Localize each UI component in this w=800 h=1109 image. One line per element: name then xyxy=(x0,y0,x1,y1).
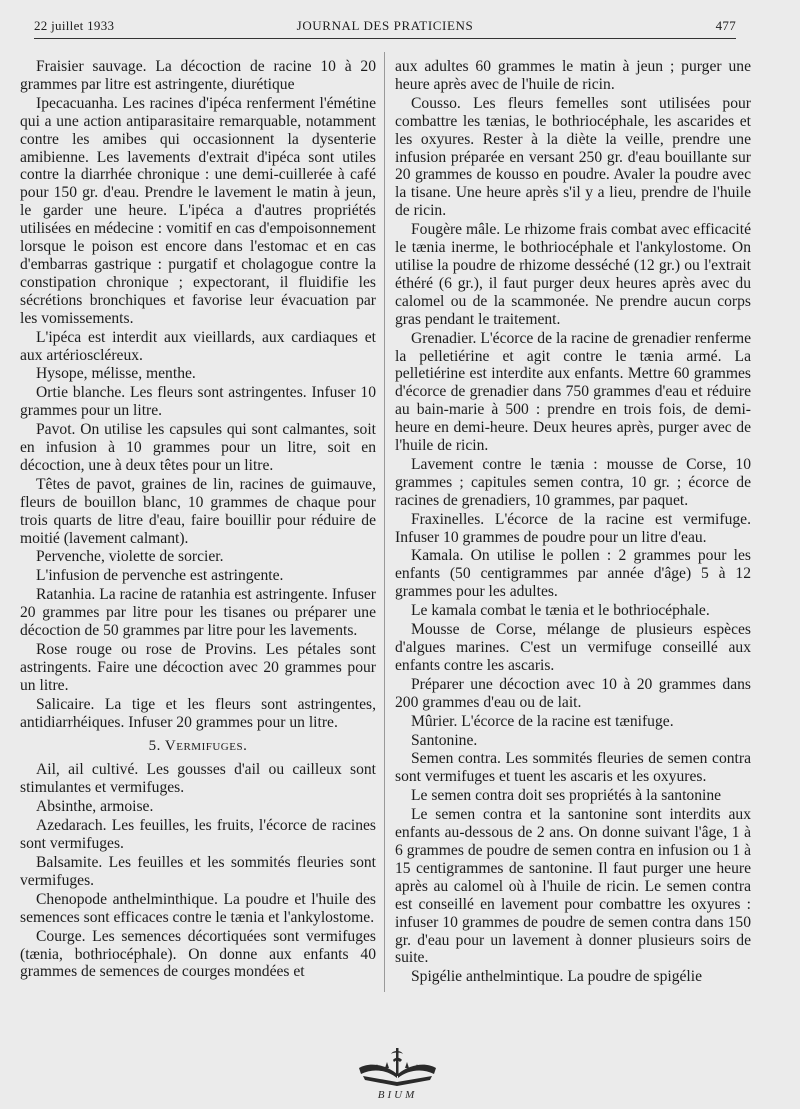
paragraph: Mûrier. L'écorce de la racine est tænifuge. xyxy=(411,712,674,730)
paragraph: Semen contra. Les sommités fleuries de semen contra sont vermifuges et tuent les ascaris et les oxyures. xyxy=(395,750,751,786)
right-column xyxy=(395,58,751,987)
paragraph: Ail, ail cultivé. Les gousses d'ail ou cailleux sont stimulantes et vermifuges. xyxy=(20,761,376,797)
paragraph: Absinthe, armoise. xyxy=(36,798,154,816)
paragraph: Mousse de Corse, mélange de plusieurs espèces d'algues marines. C'est un vermifuge conseillé aux enfants contre les ascaris. xyxy=(395,621,751,674)
page-header xyxy=(34,18,736,40)
paragraph: Pervenche, violette de sorcier. xyxy=(36,548,224,566)
paragraph: Balsamite. Les feuilles et les sommités fleuries sont vermifuges. xyxy=(20,853,376,889)
paragraph: Le semen contra et la santonine sont interdits aux enfants au-dessous de 2 ans. On donne suivant l'âge, 1 à 6 grammes de poudre de semen contra en infusion ou 1 à 15 centigrammes de santonine. Il faut purger une heure après au calomel où à l'huile de ricin. Le semen contra est conseillé en lavement pour combattre les oxyures : infuser 10 grammes de poudre de semen contra dans 150 gr. d'eau pour un lavement à donner plusieurs soirs de suite. xyxy=(395,806,751,967)
paragraph: Fraisier sauvage. La décoction de racine 10 à 20 grammes par litre est astringente, diurétique xyxy=(20,58,376,93)
right-column-paragraphs xyxy=(395,58,751,986)
left-column-paragraphs xyxy=(20,58,376,732)
paragraph: aux adultes 60 grammes le matin à jeun ; purger une heure après avec de l'huile de ricin. xyxy=(395,58,751,93)
paragraph: Cousso. Les fleurs femelles sont utilisées pour combattre les tænias, le bothriocéphale, les ascarides et les oxyures. Rester à la diète la veille, prendre une infusion préparée en versant 250 gr. d'eau bouillante sur 20 grammes de kousso en poudre. Avaler la poudre avec la tisane. Une heure après s'il y a lieu, prendre de l'huile de ricin. xyxy=(395,94,751,220)
paragraph: Chenopode anthelminthique. La poudre et l'huile des semences sont efficaces contre le tænia et l'ankylostome. xyxy=(20,890,376,926)
paragraph: Ratanhia. La racine de ratanhia est astringente. Infuser 20 grammes par litre pour les tisanes ou préparer une décoction de 50 grammes par litre pour les lavements. xyxy=(20,586,376,640)
logo-wordmark: BIUM xyxy=(377,1089,418,1101)
paragraph: Hysope, mélisse, menthe. xyxy=(36,365,196,383)
paragraph: L'ipéca est interdit aux vieillards, aux cardiaques et aux artérioscléreux. xyxy=(20,328,376,364)
paragraph: Azedarach. Les feuilles, les fruits, l'écorce de racines sont vermifuges. xyxy=(20,817,376,853)
paragraph: Kamala. On utilise le pollen : 2 grammes pour les enfants (50 centigrammes par année d'âge) 5 à 12 grammes pour les adultes. xyxy=(395,547,751,601)
header-rule xyxy=(34,38,736,39)
paragraph: Courge. Les semences décortiquées sont vermifuges (tænia, bothriocéphale). On donne aux enfants 40 grammes de semences de courges mondées et xyxy=(20,927,376,981)
paragraph: Fougère mâle. Le rhizome frais combat avec efficacité le tænia inerme, le bothriocéphale et l'ankylostome. On utilise la poudre de rhizome desséché (12 gr.) ou l'extrait éthéré (6 gr.), il faut purger deux heures après avec du calomel ou de la scammonée. Ne prendre aucun corps gras pendant le traitement. xyxy=(395,221,752,328)
paragraph: Pavot. On utilise les capsules qui sont calmantes, soit en infusion à 10 grammes pour un litre, soit en décoction, une à deux têtes pour un litre. xyxy=(20,421,376,474)
book-logo-icon xyxy=(355,1040,440,1102)
left-column xyxy=(20,58,376,982)
header-date: 22 juillet 1933 xyxy=(34,18,115,33)
paragraph: Santonine. xyxy=(411,731,478,749)
paragraph: Fraxinelles. L'écorce de la racine est vermifuge. Infuser 10 grammes de poudre pour un litre d'eau. xyxy=(395,510,751,546)
journal-title: JOURNAL DES PRATICIENS xyxy=(296,18,474,33)
paragraph: L'infusion de pervenche est astringente. xyxy=(36,567,284,585)
paragraph: Salicaire. La tige et les fleurs sont astringentes, antidiarrhéiques. Infuser 20 grammes pour un litre. xyxy=(20,695,376,731)
paragraph: Lavement contre le tænia : mousse de Corse, 10 grammes ; capitules semen contra, 10 gr. ; écorce de racines de grenadiers, 10 grammes, par paquet. xyxy=(395,455,751,509)
paragraph: Rose rouge ou rose de Provins. Les pétales sont astringents. Faire une décoction avec 20 grammes pour un litre. xyxy=(20,641,376,694)
paragraph: Ortie blanche. Les fleurs sont astringentes. Infuser 10 grammes pour un litre. xyxy=(20,384,376,420)
section-heading: 5. Vermifuges. xyxy=(148,737,248,754)
paragraph: Ipecacuanha. Les racines d'ipéca renferment l'émétine qui a une action antiparasitaire remarquable, notamment contre les amibes qui occasionnent la dysenterie amibienne. Les lavements d'extrait d'ipéca sont utiles contre la diarrhée chronique : une demi-cuillerée à café pour 150 gr. d'eau. Prendre le lavement le matin à jeun, le garder une heure. L'ipéca a d'autres propriétés utilisées en médecine : vomitif en cas d'empoisonnement lorsque le poison est encore dans l'estomac et en cas d'embarras gastrique : purgatif et cholagogue contre la constipation chronique ; expectorant, il fluidifie les sécrétions bronchiques et favorise leur évacuation par les vomissements. xyxy=(20,94,376,327)
paragraph: Le kamala combat le tænia et le bothriocéphale. xyxy=(411,602,710,620)
left-column-paragraphs-after xyxy=(20,761,376,981)
paragraph: Le semen contra doit ses propriétés à la santonine xyxy=(411,787,722,805)
column-divider xyxy=(384,52,385,992)
page-number: 477 xyxy=(715,18,736,33)
paragraph: Têtes de pavot, graines de lin, racines de guimauve, fleurs de bouillon blanc, 10 grammes de chaque pour trois quarts de litre d'eau, faire bouillir pour réduire de moitié (lavement calmant). xyxy=(20,475,376,547)
paragraph: Préparer une décoction avec 10 à 20 grammes dans 200 grammes d'eau ou de lait. xyxy=(395,675,751,711)
paragraph: Grenadier. L'écorce de la racine de grenadier renferme la pelletiérine et agit contre le tænia armé. La pelletiérine est interdite aux enfants. Mettre 60 grammes d'écorce de grenadier dans 750 grammes d'eau et réduire au bain-marie à 500 : prendre en trois fois, de demi-heure en demi-heure. Deux heures après, purger avec de l'huile de ricin. xyxy=(395,329,751,455)
paragraph: Spigélie anthelmintique. La poudre de spigélie xyxy=(411,968,703,986)
